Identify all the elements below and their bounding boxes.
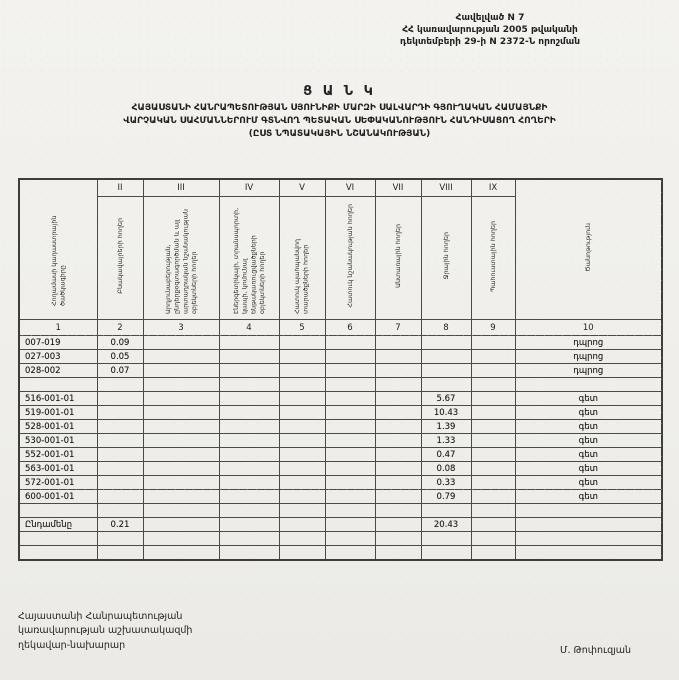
table-cell [219, 378, 279, 392]
table-cell [143, 490, 219, 504]
table-cell: դպրոց [515, 336, 662, 350]
table-cell [219, 434, 279, 448]
table-cell: 0.79 [421, 490, 471, 504]
table-cell: 528-001-01 [19, 420, 97, 434]
table-cell [219, 448, 279, 462]
table-cell [97, 476, 143, 490]
table-cell [325, 476, 375, 490]
table-cell [219, 350, 279, 364]
column-header-category: Անտառային հողեր [375, 197, 421, 320]
signatory-line: ղեկավար-նախարար [18, 639, 126, 651]
table-cell: 5.67 [421, 392, 471, 406]
table-cell: 600-001-01 [19, 490, 97, 504]
table-cell [325, 420, 375, 434]
table-row [19, 476, 662, 490]
table-cell [219, 546, 279, 561]
column-header-category: Հատուկ նշանակության հողեր [325, 197, 375, 320]
table-cell [219, 364, 279, 378]
table-cell [143, 532, 219, 546]
table-cell [279, 434, 325, 448]
table-row [19, 378, 662, 392]
table-cell [515, 378, 662, 392]
table-cell [375, 448, 421, 462]
table-cell [375, 420, 421, 434]
table-cell [143, 350, 219, 364]
table-cell [375, 406, 421, 420]
annex-header-line: Հավելված N 7 [455, 13, 525, 23]
table-cell [471, 448, 515, 462]
table-row [19, 364, 662, 378]
table-cell [279, 490, 325, 504]
column-number: 10 [515, 320, 662, 336]
table-cell [325, 546, 375, 561]
table-cell [279, 336, 325, 350]
column-number: 5 [279, 320, 325, 336]
table-cell [421, 532, 471, 546]
table-cell: 0.08 [421, 462, 471, 476]
table-cell [515, 504, 662, 518]
table-cell [375, 490, 421, 504]
table-cell [471, 434, 515, 448]
table-cell [219, 420, 279, 434]
table-row [19, 518, 662, 532]
table-cell [97, 420, 143, 434]
table-cell [325, 504, 375, 518]
table-cell: 552-001-01 [19, 448, 97, 462]
table-row [19, 462, 662, 476]
table-cell [471, 532, 515, 546]
table-cell [421, 336, 471, 350]
table-cell: 0.47 [421, 448, 471, 462]
table-cell: գետ [515, 420, 662, 434]
table-row [19, 336, 662, 350]
land-plots-table [18, 178, 663, 561]
table-cell [375, 336, 421, 350]
table-row [19, 420, 662, 434]
table-cell [421, 364, 471, 378]
table-cell [279, 476, 325, 490]
table-cell [97, 448, 143, 462]
roman-numeral-header: VI [325, 179, 375, 197]
table-cell [219, 336, 279, 350]
table-cell: գետ [515, 434, 662, 448]
table-row [19, 532, 662, 546]
document-title: Ց Ա Ն Կ [303, 84, 376, 99]
roman-numeral-header: VII [375, 179, 421, 197]
table-cell [97, 406, 143, 420]
table-cell: Ընդամենը [19, 518, 97, 532]
roman-numeral-header: V [279, 179, 325, 197]
table-cell: 1.33 [421, 434, 471, 448]
roman-numeral-header: II [97, 179, 143, 197]
table-cell [515, 546, 662, 561]
table-cell [97, 532, 143, 546]
table-cell: գետ [515, 392, 662, 406]
table-cell: 20.43 [421, 518, 471, 532]
table-cell [325, 392, 375, 406]
table-cell: 563-001-01 [19, 462, 97, 476]
table-cell [375, 392, 421, 406]
signatory-title-block [18, 610, 192, 653]
table-cell [325, 350, 375, 364]
column-header-category: Բնակավայրերի հողեր [97, 197, 143, 320]
table-cell: դպրոց [515, 364, 662, 378]
table-cell: գետ [515, 462, 662, 476]
table-cell [471, 336, 515, 350]
roman-numeral-header: IV [219, 179, 279, 197]
table-cell [219, 392, 279, 406]
table-cell [515, 532, 662, 546]
table-cell [471, 378, 515, 392]
table-cell [97, 392, 143, 406]
roman-numeral-header: VIII [421, 179, 471, 197]
table-cell [143, 406, 219, 420]
table-cell [219, 406, 279, 420]
column-number: 7 [375, 320, 421, 336]
table-cell [143, 448, 219, 462]
table-cell [471, 364, 515, 378]
column-number: 2 [97, 320, 143, 336]
table-cell [375, 532, 421, 546]
table-cell [279, 532, 325, 546]
table-cell [219, 532, 279, 546]
table-cell [375, 378, 421, 392]
table-cell [375, 504, 421, 518]
column-number: 9 [471, 320, 515, 336]
table-cell: 0.21 [97, 518, 143, 532]
table-cell [19, 504, 97, 518]
annex-header-line: ՀՀ կառավարության 2005 թվականի [402, 25, 578, 36]
table-cell: 530-001-01 [19, 434, 97, 448]
table-cell [421, 378, 471, 392]
table-cell [325, 378, 375, 392]
table-cell [325, 462, 375, 476]
table-cell: 0.33 [421, 476, 471, 490]
table-cell [19, 546, 97, 561]
roman-numeral-header: III [143, 179, 219, 197]
roman-numeral-header: IX [471, 179, 515, 197]
table-cell [471, 392, 515, 406]
table-cell [97, 378, 143, 392]
column-number: 4 [219, 320, 279, 336]
table-cell [143, 392, 219, 406]
table-cell [471, 350, 515, 364]
table-cell: 007-019 [19, 336, 97, 350]
table-cell [375, 476, 421, 490]
table-cell [471, 420, 515, 434]
subtitle-line: (ԸՍՏ ՆՊԱՏԱԿԱՅԻՆ ՆՇԱՆԱԿՈՒԹՅԱՆ) [248, 129, 431, 140]
table-cell [421, 546, 471, 561]
table-cell: 028-002 [19, 364, 97, 378]
table-cell [143, 336, 219, 350]
table-cell [471, 406, 515, 420]
signatory-line: Հայաստանի Հանրապետության [18, 611, 183, 622]
table-cell [325, 406, 375, 420]
table-cell [219, 462, 279, 476]
column-header-category: Էներգետիկայի, տրանսպորտի, կապի, կոմունալ ենթակառուցվածքների օբյեկտների հողեր [219, 197, 279, 320]
table-cell [471, 546, 515, 561]
table-cell: 027-003 [19, 350, 97, 364]
table-cell [325, 448, 375, 462]
column-number: 8 [421, 320, 471, 336]
table-cell [19, 378, 97, 392]
column-header-cadastral-code: Հողամասի կադաստրային ծածկագիրը [19, 179, 97, 320]
table-row [19, 392, 662, 406]
table-cell [143, 434, 219, 448]
table-cell [279, 448, 325, 462]
table-cell: դպրոց [515, 350, 662, 364]
signatory-line: կառավարության աշխատակազմի [18, 625, 193, 637]
table-row [19, 406, 662, 420]
table-cell [143, 546, 219, 561]
table-cell [325, 336, 375, 350]
table-row [19, 546, 662, 561]
table-cell: 0.07 [97, 364, 143, 378]
table-cell [279, 350, 325, 364]
table-cell: 519-001-01 [19, 406, 97, 420]
table-cell [97, 504, 143, 518]
table-cell [219, 518, 279, 532]
column-number: 3 [143, 320, 219, 336]
table-cell [375, 546, 421, 561]
table-cell [143, 462, 219, 476]
table-cell [279, 518, 325, 532]
table-row [19, 490, 662, 504]
table-cell [279, 420, 325, 434]
table-cell [471, 490, 515, 504]
table-cell [219, 490, 279, 504]
table-cell [143, 518, 219, 532]
table-cell [325, 518, 375, 532]
table-cell [19, 532, 97, 546]
table-cell [97, 462, 143, 476]
table-cell [375, 462, 421, 476]
table-cell [279, 504, 325, 518]
table-cell [325, 364, 375, 378]
table-cell [97, 490, 143, 504]
table-cell [471, 476, 515, 490]
column-number: 1 [19, 320, 97, 336]
table-row [19, 350, 662, 364]
table-cell [143, 476, 219, 490]
table-cell [375, 364, 421, 378]
table-cell [143, 364, 219, 378]
table-cell: 1.39 [421, 420, 471, 434]
table-cell [375, 518, 421, 532]
table-row [19, 434, 662, 448]
table-cell [279, 392, 325, 406]
column-number: 6 [325, 320, 375, 336]
annex-header [330, 12, 650, 48]
column-header-category: Պահուստային հողեր [471, 197, 515, 320]
table-cell [471, 504, 515, 518]
annex-header-line: դեկտեմբերի 29-ի N 2372-Ն որոշման [399, 37, 581, 48]
table-cell [219, 476, 279, 490]
table-cell [279, 364, 325, 378]
table-cell: 10.43 [421, 406, 471, 420]
table-cell [279, 462, 325, 476]
subtitle-line: ՎԱՐՉԱԿԱՆ ՍԱՀՄԱՆՆԵՐՈՒՄ ԳՏՆՎՈՂ ՊԵՏԱԿԱՆ ՍԵՓԱԿԱՆՈՒԹՅՈՒՆ ՀԱՆԴԻՍԱՑՈՂ ՀՈՂԵՐԻ [123, 116, 556, 127]
table-cell [143, 420, 219, 434]
table-cell [375, 350, 421, 364]
table-cell [421, 350, 471, 364]
table-cell: գետ [515, 406, 662, 420]
table-cell: գետ [515, 490, 662, 504]
table-cell [471, 462, 515, 476]
table-cell [471, 518, 515, 532]
table-cell [143, 378, 219, 392]
table-row [19, 448, 662, 462]
table-cell: 0.05 [97, 350, 143, 364]
table-cell: 0.09 [97, 336, 143, 350]
table-cell [325, 532, 375, 546]
column-header-category: Ջրային հողեր [421, 197, 471, 320]
document-subtitle [0, 102, 679, 141]
table-cell: գետ [515, 476, 662, 490]
table-row [19, 504, 662, 518]
table-cell [97, 434, 143, 448]
table-cell [279, 546, 325, 561]
table-cell [515, 518, 662, 532]
table-cell: գետ [515, 448, 662, 462]
table-cell [325, 490, 375, 504]
table-cell [219, 504, 279, 518]
table-cell [279, 406, 325, 420]
table-cell [143, 504, 219, 518]
table-cell [375, 434, 421, 448]
table-cell [421, 504, 471, 518]
subtitle-line: ՀԱՅԱՍՏԱՆԻ ՀԱՆՐԱՊԵՏՈՒԹՅԱՆ ՍՅՈՒՆԻՔԻ ՄԱՐԶԻ ՍԱԼՎԱՐԴԻ ԳՅՈՒՂԱԿԱՆ ՀԱՄԱՅՆՔԻ [131, 103, 548, 113]
table-cell: 572-001-01 [19, 476, 97, 490]
table-cell [97, 546, 143, 561]
signature-name: Մ. Թոփուզյան [559, 645, 631, 656]
table-cell [279, 378, 325, 392]
table-cell [325, 434, 375, 448]
column-header-category: Արդյունաբերության, ընդերքօգտագործման և այլ արտադրական նշանակության օբյեկտների հողեր [143, 197, 219, 320]
column-header-category: Հատուկ պահպանվող տարածքների հողեր [279, 197, 325, 320]
table-cell: 516-001-01 [19, 392, 97, 406]
column-header-note: Ծանոթություն [515, 179, 662, 320]
